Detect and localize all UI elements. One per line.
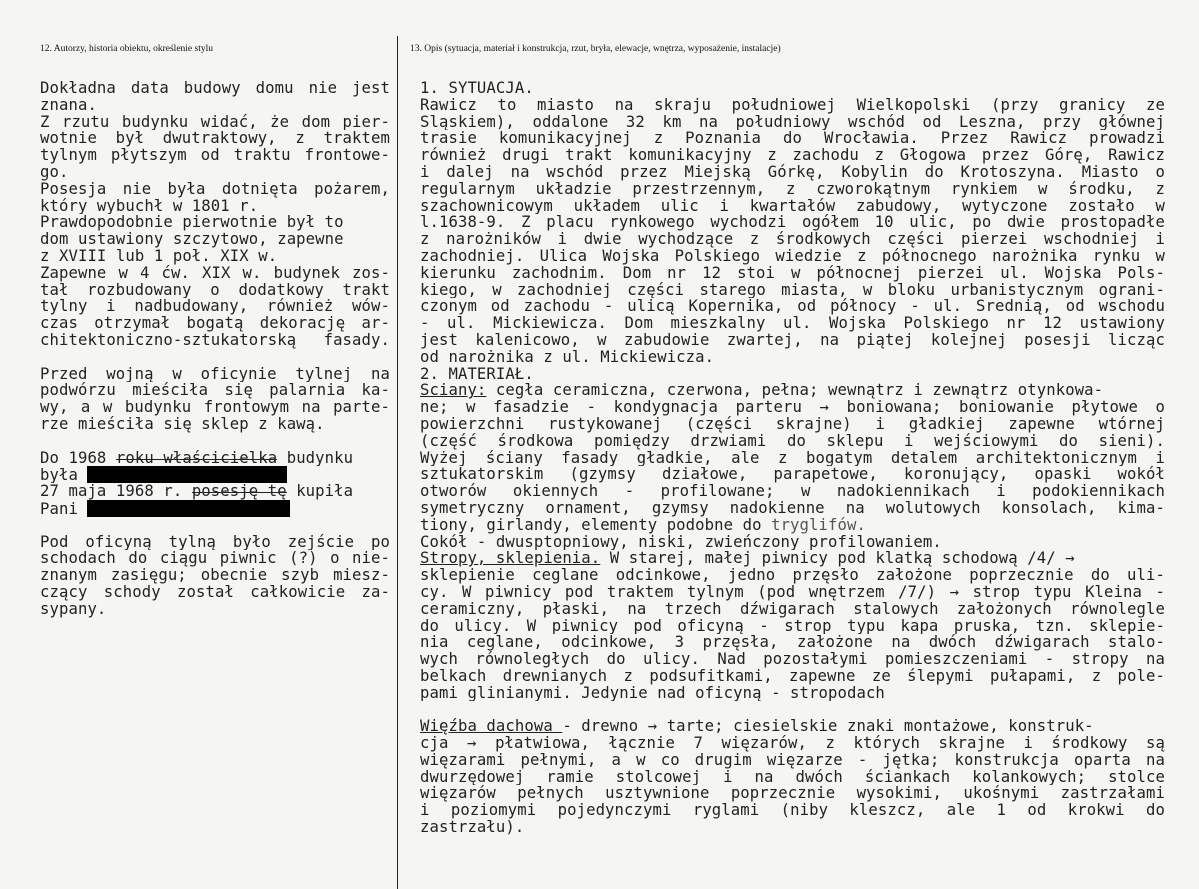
text-line: schodach do ciągu piwnic (?) o nie- [40,550,390,568]
text-line: i poziomymi pojedynczymi ryglami (niby kleszcz, ale 1 od krokwi do [420,802,1165,820]
text-line: wotnie był dwutraktowy, z traktem [40,130,390,148]
text-line: znanym zasięgu; obecnie szyb miesz- [40,567,390,584]
text-line: znana. [40,96,97,114]
text-line: Pani [40,500,390,517]
ceilings-label: Stropy, sklepienia. [420,550,601,568]
text-line: Dokładna data budowy domu nie jest [40,80,390,97]
text-line: - ul. Mickiewicza. Dom mieszkalny ul. Wojska Polskiego nr 12 ustawiony [420,315,1165,332]
text-line: z narożników i dwie wychodzące z środkowych części pierzei wschodniej i [420,231,1165,248]
text-line: czas otrzymał bogatą dekorację ar- [40,315,390,332]
text-line: Posesja nie była dotnięta pożarem, [40,180,390,198]
text-line: (część środkowa pomiędzy drzwiami do sklepu i wejściowymi do sieni). [420,432,1165,450]
text-line: tylny i nadbudowany, również wów- [40,298,390,316]
text-line: kierunku zachodnim. Dom nr 12 stoi w północnej pierzei ul. Wojska Pols- [420,264,1165,282]
text-line: trasie komunikacyjnej z Poznania do Wrocławia. Przez Rawicz prowadzi [420,130,1165,148]
text-line: ceramiczny, płaski, na trzech dźwigarach stalowych założonych równolegle [420,600,1165,618]
text-line: więzarów pełnych usztywnione poprzecznie wysokimi, ukośnymi zastrzałami [420,785,1165,803]
text-line: Więźba dachowa - drewno → tarte; ciesielskie znaki montażowe, konstruk- [420,718,1094,736]
text-line: wych równoległych do ulicy. Nad pozostałymi pomieszczeniami - stropy na [420,651,1165,668]
left-column-header: 12. Autorzy, historia obiektu, określenie stylu [40,44,213,54]
text-line: sklepienie ceglane odcinkowe, jedno przęsło założone poprzecznie do uli- [420,567,1165,584]
text-line: Stropy, sklepienia. W starej, małej piwnicy pod klatką schodową /4/ → [420,550,1075,568]
text-line: symetryczny ornament, gzymsy nadokienne na wolutowych konsolach, kima- [420,499,1165,517]
column-divider [397,36,398,889]
text-line: nia ceglane, odcinkowe, 3 przęsła, założone na dwóch dźwigarach stalo- [420,634,1165,652]
text-line: od narożnika z ul. Mickiewicza. [420,348,715,366]
text-line: sztukatorskim (gzymsy działowe, parapetowe, koronujący, opaski wokół [420,466,1165,484]
text-line: go. [40,163,69,181]
text-line: do ulicy. W piwnicy pod oficyną - strop typu kapa pruska, tzn. sklepie- [420,617,1165,635]
text-line: również drugi trakt komunikacyjny z zachodu z Głogowa przez Górę, Rawicz [420,147,1165,164]
redaction-bar [87,466,287,483]
history-paragraph-2 [40,366,390,433]
text-line: szachownicowym układem ulic i kwartałów zabudowy, wytyczone zostało w [420,197,1165,215]
text-line: 27 maja 1968 r. posesję tę kupiła [40,483,354,500]
text-line: tał rozbudowany o dodatkowy trakt [40,281,390,299]
text-line: i dalej na wschód przez Miejską Górkę, Kobylin do Krotoszyna. Miasto o [420,163,1165,181]
ownership-paragraph [40,450,390,517]
text-line: rze mieściła się sklep z kawą. [40,415,325,433]
text-line: dwurzędowej ramie stolcowej i na dwóch ściankach kolankowych; stolce [420,768,1165,786]
ceilings-paragraph [420,550,1165,701]
text-line: cja → płatwiowa, łącznie 7 więzarów, z których skrajne i środkowy są [420,735,1165,752]
text-line: l.1638-9. Z placu rynkowego wychodzi ogółem 10 ulic, po dwie prostopadłe [420,214,1165,232]
right-column-header: 13. Opis (sytuacja, materiał i konstrukcja, rzut, bryła, elewacje, wnętrza, wyposażenie, instalacje) [410,44,781,54]
history-paragraph-1 [40,80,390,349]
history-paragraph-4 [40,534,390,618]
text-line: była [40,466,390,483]
text-line: belkach drewnianych z podsufitkami, zapewne ze ślepymi pułapami, z pole- [420,667,1165,685]
text-line: cy. W piwnicy pod traktem tylnym (pod wnętrzem /7/) → strop typu Kleina - [420,583,1165,601]
text-line: regularnym układzie przestrzennym, z czworokątnym rynkiem w środku, z [420,180,1165,198]
text-line: zastrzału). [420,819,525,836]
text-line: powierzchni rustykowanej (części skrajne) i gładkiej zapewne wtórnej [420,415,1165,433]
section-title-situation: 1. SYTUACJA. [420,80,534,97]
plinth-line: Cokół - dwusptopniowy, niski, zwieńczony profilowaniem. [420,533,942,551]
text-line: sypany. [40,600,107,618]
text-line: otworów okiennych - profilowane; w nadokiennikach i podokiennikach [420,483,1165,500]
text-line: chitektoniczno-sztukatorską fasady. [40,331,390,349]
text-line: który wybuchł w 1801 r. [40,197,259,215]
text-line: tiony, girlandy, elementy podobne do tryglifów. [420,516,866,534]
text-line: Ściany: cegła ceramiczna, czerwona, pełna; wewnątrz i zewnątrz otynkowa- [420,382,1104,400]
text-line: Z rzutu budynku widać, że dom pier- [40,113,390,131]
left-column [40,80,390,618]
roof-label: Więźba dachowa [420,718,563,736]
roof-paragraph [420,718,1165,836]
text-line: Do 1968 roku właścicielka budynku [40,449,354,467]
text-line: zachodniej. Ulica Wojska Polskiego wiedzie z północnego narożnika rynku w [420,247,1165,265]
text-line: Wyżej ściany fasady gładkie, ale z bogatym detalem architektonicznym i [420,449,1165,467]
text-line: czący schody został całkowicie za- [40,583,390,601]
struck-text: roku właścicielka [115,449,278,467]
text-line: Zapewne w 4 ćw. XIX w. budynek zos- [40,264,390,282]
text-line: więzarami pełnymi, a w co drugim więzarze - jętka; konstrukcja oparta na [420,751,1165,769]
section-title-material: 2. MATERIAŁ. [420,365,534,383]
text-line: jest kalenicowo, w zabudowie zwartej, na piątej kolejnej posesji licząc [420,331,1165,349]
text-line: dom ustawiony szczytowo, zapewne [40,231,344,248]
text-line: czonym od zachodu - ulicą Kopernika, od północy - ul. Średnią, od wschodu [420,298,1165,316]
struck-text: posesję tę [191,483,287,500]
text-line: Rawicz to miasto na skraju południowej Wielkopolski (przy granicy ze [420,96,1165,114]
text-line: kiego, w zachodniej części starego miasta, w bloku urbanistycznym ograni- [420,281,1165,299]
text-line: Pod oficyną tylną było zejście po [40,533,390,551]
text-line: podwórzu mieściła się palarnia ka- [40,382,390,400]
text-line: wy, a w budynku frontowym na parte- [40,399,390,416]
text-line: ne; w fasadzie - kondygnacja parteru → boniowana; boniowanie płytowe o [420,399,1165,416]
walls-paragraph [420,382,1165,550]
text-line: tylnym płytszym od traktu frontowe- [40,147,390,164]
walls-label: Ściany: [420,382,487,400]
text-line: Śląskiem), oddalone 32 km na południowy wschód od Leszna, przy głównej [420,113,1165,131]
text-line: pami glinianymi. Jedynie nad oficyną - stropodach [420,684,885,702]
right-column [420,80,1165,836]
situation-paragraph [420,97,1165,366]
text-line: z XVIII lub 1 poł. XIX w. [40,247,278,265]
text-line: Prawdopodobnie pierwotnie był to [40,214,344,232]
text-line: Przed wojną w oficynie tylnej na [40,365,390,383]
redaction-bar [87,500,290,517]
